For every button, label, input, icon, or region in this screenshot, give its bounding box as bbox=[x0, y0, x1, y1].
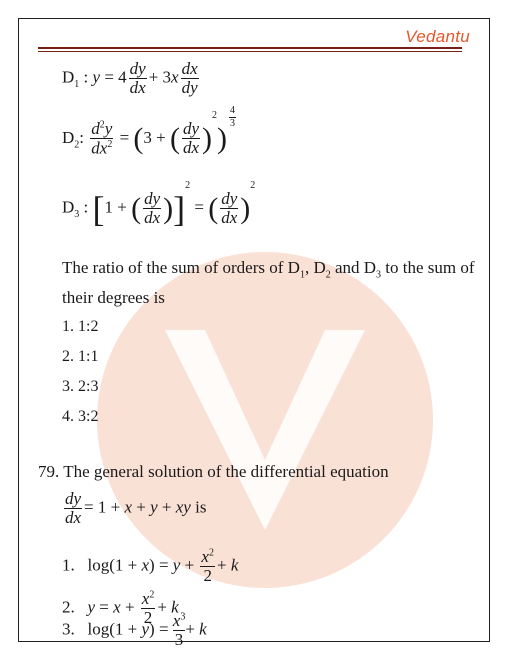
question79-equation: $\frac{dy}{dx}$ = 1 + x + y + xy is bbox=[65, 489, 207, 527]
question78-stem-line2: their degrees is bbox=[62, 288, 165, 307]
equation-d1: $D_1$ : y = 4 $\frac{dy}{dx}$ + 3x $\frac{dx}{dy}$ bbox=[62, 59, 198, 97]
question78-stem-line1: The ratio of the sum of orders of $D_1$, $D_2$ and $D_3$ to the sum of bbox=[62, 258, 475, 281]
question79-stem: 79. The general solution of the differential equation bbox=[38, 462, 389, 481]
equation-d2: $D_2$: $\frac{d^2y}{dx^2}$ = (3 + ( $\frac{dy}{dx}$ )$^2$) $\frac{4}{3}$ bbox=[62, 105, 236, 158]
q79-option-1: 1. log(1 + x) = y + $\frac{x^2}{2}$ + k bbox=[62, 547, 239, 585]
q78-option-1: 1. 1:2 bbox=[62, 318, 99, 335]
equation-d3: $D_3$ : [1 + ( $\frac{dy}{dx}$ )]$^2$ = ( $\frac{dy}{dx}$ )$^2$ bbox=[62, 180, 256, 229]
q78-option-2: 2. 1:1 bbox=[62, 348, 99, 365]
q78-option-3: 3. 2:3 bbox=[62, 378, 99, 395]
q78-option-4: 4. 3:2 bbox=[62, 408, 99, 425]
brand-logo: Vedantu bbox=[405, 27, 470, 46]
q79-option-3: 3. log(1 + y) = $\frac{x^3}{3}$ + k bbox=[62, 611, 207, 649]
q79-option-2: 2. y = x + $\frac{x^2}{2}$ + k bbox=[62, 589, 179, 627]
